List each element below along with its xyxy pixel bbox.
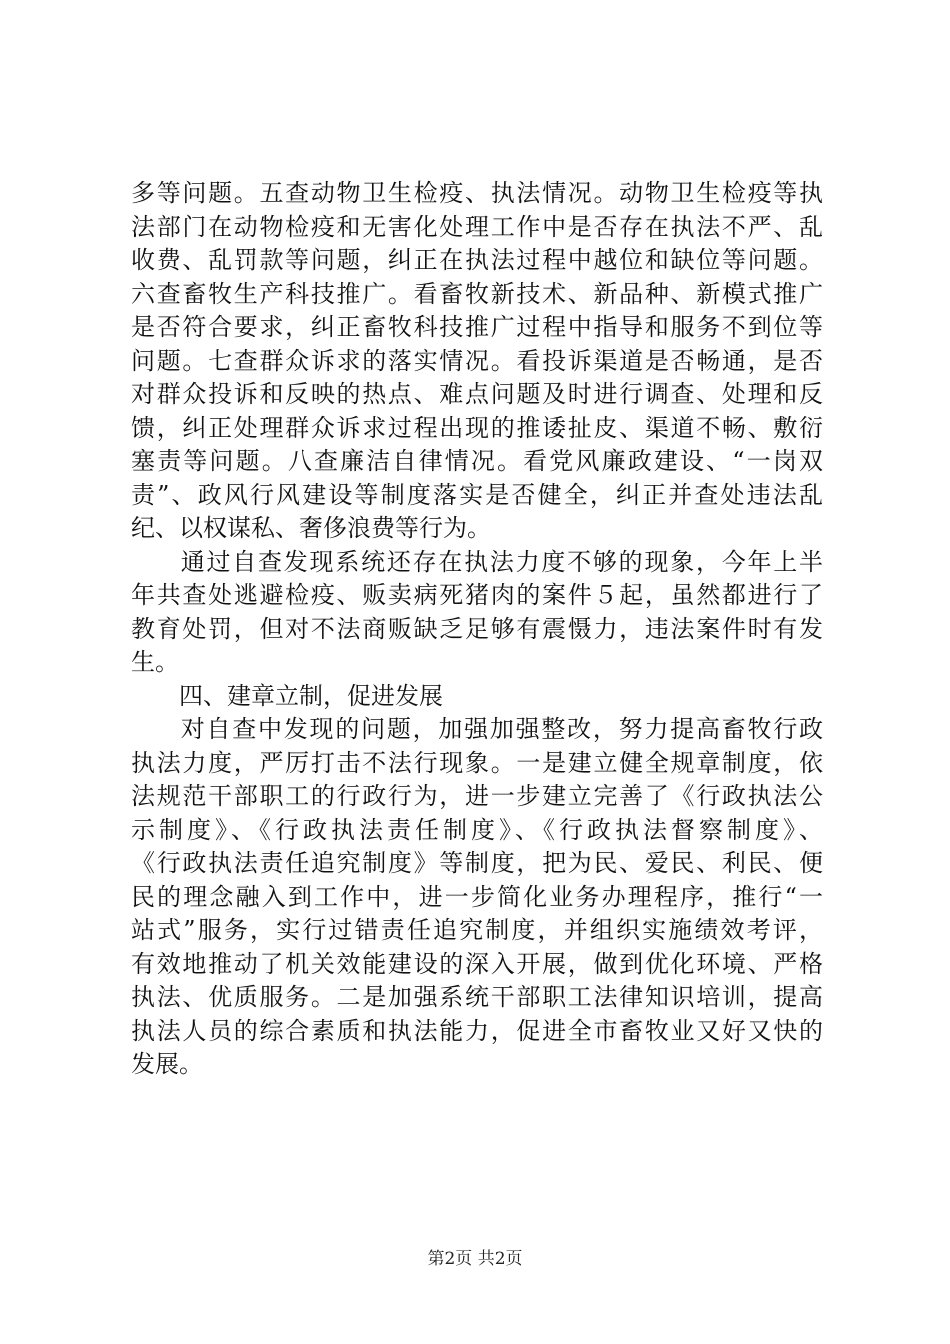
text-line: 纪、以权谋私、奢侈浪费等行为。 [131,514,491,542]
text-line: 执法、优质服务。二是加强系统干部职工法律知识培训，提高 [131,983,823,1011]
text-line: 站式”服务，实行过错责任追究制度，并组织实施绩效考评， [131,916,823,944]
text-line: 法部门在动物检疫和无害化处理工作中是否存在执法不严、乱 [131,212,823,241]
text-line: 发展。 [131,1050,203,1078]
text-line-content: 通过自查发现系统还存在执法力度不够的现象，今年上半 [179,547,823,576]
text-line: 执法人员的综合素质和执法能力，促进全市畜牧业又好又快的 [131,1016,823,1045]
text-line: 民的理念融入到工作中，进一步简化业务办理程序，推行“一 [131,882,823,911]
text-line: 示制度》、《行政执法责任制度》、《行政执法督察制度》、 [131,815,823,844]
section-heading: 四、建章立制，促进发展 [179,681,443,710]
text-line: 执法力度，严厉打击不法行现象。一是建立健全规章制度，依 [131,748,823,777]
text-line-indented [131,546,823,580]
text-line: 馈，纠正处理群众诉求过程出现的推诿扯皮、渠道不畅、敷衍 [131,413,823,442]
text-line: 问题。七查群众诉求的落实情况。看投诉渠道是否畅通，是否 [131,346,823,375]
text-line: 多等问题。五查动物卫生检疫、执法情况。动物卫生检疫等执 [131,179,823,207]
paragraph-1 [131,177,823,546]
text-line: 年共查处逃避检疫、贩卖病死猪肉的案件５起，虽然都进行了 [131,581,823,609]
text-line: 《行政执法责任追究制度》等制度，把为民、爱民、利民、便 [131,849,823,877]
text-line: 责”、政风行风建设等制度落实是否健全，纠正并查处违法乱 [131,480,823,509]
paragraph-2 [131,546,823,680]
text-line-indented [131,713,823,747]
text-line: 收费、乱罚款等问题，纠正在执法过程中越位和缺位等问题。 [131,246,823,274]
document-body [131,177,823,1082]
text-line: 对群众投诉和反映的热点、难点问题及时进行调查、处理和反 [131,380,823,408]
text-line: 生。 [131,648,179,676]
text-line: 有效地推动了机关效能建设的深入开展，做到优化环境、严格 [131,949,823,978]
text-line: 六查畜牧生产科技推广。看畜牧新技术、新品种、新模式推广 [131,279,823,308]
text-line-content: 对自查中发现的问题，加强加强整改，努力提高畜牧行政 [179,715,823,743]
text-line: 教育处罚，但对不法商贩缺乏足够有震慑力，违法案件时有发 [131,614,823,643]
text-line: 法规范干部职工的行政行为，进一步建立完善了《行政执法公 [131,782,823,810]
text-line: 是否符合要求，纠正畜牧科技推广过程中指导和服务不到位等 [131,313,823,341]
text-line: 塞责等问题。八查廉洁自律情况。看党风廉政建设、“一岗双 [131,447,823,475]
paragraph-3 [131,713,823,1082]
page-number-footer: 第2页 共2页 [427,1249,523,1269]
